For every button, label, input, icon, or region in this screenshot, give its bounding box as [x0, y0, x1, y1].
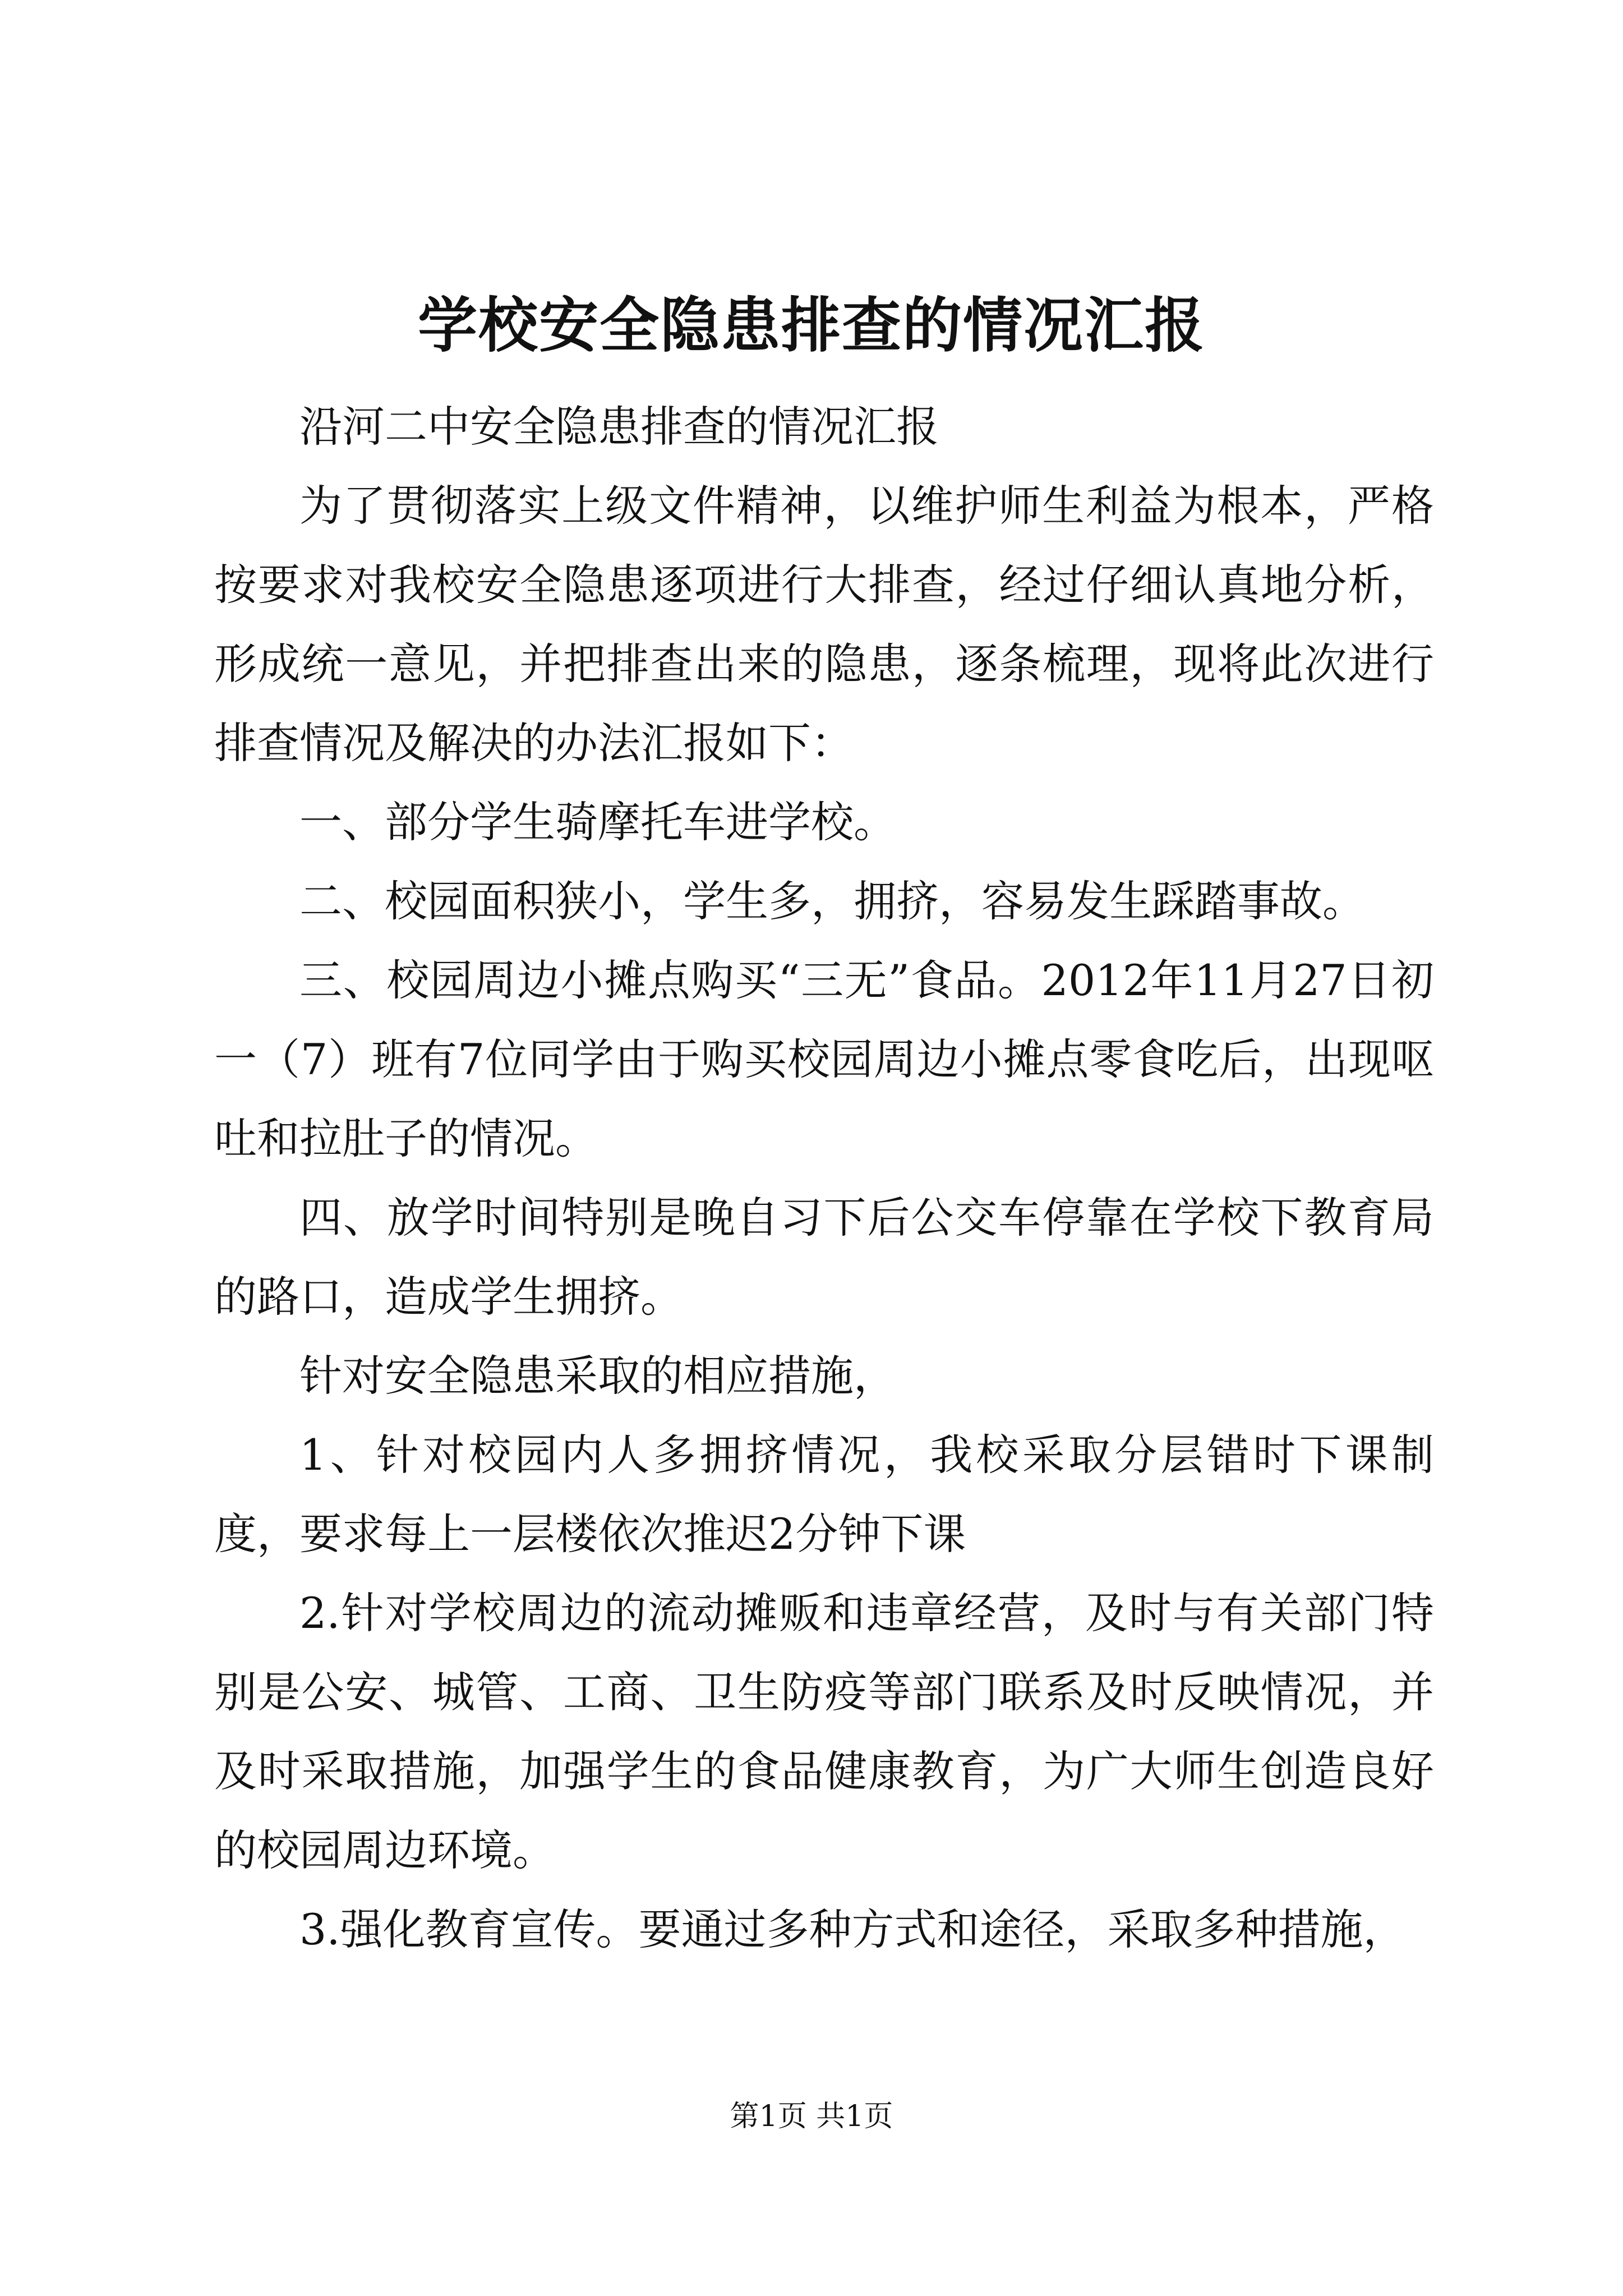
paragraph-issue-2: 二、校园面积狭小，学生多，拥挤，容易发生踩踏事故。 [299, 876, 1365, 926]
paragraph-intro: 为了贯彻落实上级文件精神，以维护师生利益为根本，严格按要求对我校安全隐患逐项进行大排查，经过仔细认真地分析，形成统一意见，并把排查出来的隐患，逐条梳理，现将此次进行排查情况及解决的办法汇报如下： [214, 481, 1434, 768]
paragraph-subtitle: 沿河二中安全隐患排查的情况汇报 [299, 402, 939, 452]
page-number-footer: 第1页 共1页 [730, 2100, 893, 2133]
paragraph-measures-heading: 针对安全隐患采取的相应措施， [299, 1351, 896, 1401]
paragraph-issue-1: 一、部分学生骑摩托车进学校。 [299, 797, 896, 847]
document-title: 学校安全隐患排查的情况汇报 [418, 290, 1205, 360]
paragraph-issue-3: 三、校园周边小摊点购买“三无”食品。2012年11月27日初一（7）班有7位同学由于购买校园周边小摊点零食吃后，出现呕吐和拉肚子的情况。 [214, 955, 1434, 1163]
paragraph-measure-1: 1、针对校园内人多拥挤情况，我校采取分层错时下课制度，要求每上一层楼依次推迟2分钟下课 [214, 1430, 1434, 1559]
paragraph-issue-4: 四、放学时间特别是晚自习下后公交车停靠在学校下教育局的路口，造成学生拥挤。 [214, 1193, 1434, 1322]
document-body [214, 387, 1434, 1969]
paragraph-measure-3: 3.强化教育宣传。要通过多种方式和途径，采取多种措施， [299, 1904, 1406, 1954]
paragraph-measure-2: 2.针对学校周边的流动摊贩和违章经营，及时与有关部门特别是公安、城管、工商、卫生防疫等部门联系及时反映情况，并及时采取措施，加强学生的食品健康教育，为广大师生创造良好的校园周边环境。 [214, 1588, 1434, 1875]
